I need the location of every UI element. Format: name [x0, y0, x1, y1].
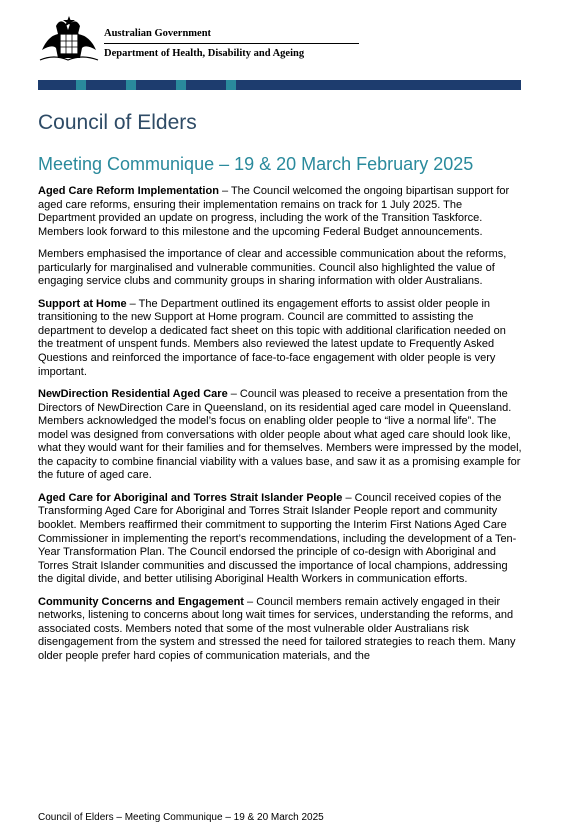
- paragraph-heading: Support at Home: [38, 297, 127, 310]
- page-subtitle: Meeting Communique – 19 & 20 March February 2025: [38, 154, 474, 174]
- header-divider: [104, 43, 359, 44]
- bar-segment: [86, 80, 126, 90]
- department-name: Department of Health, Disability and Ageing: [104, 48, 305, 59]
- coat-of-arms-icon: [38, 14, 100, 62]
- paragraph: [38, 298, 522, 379]
- bar-segment: [76, 80, 86, 90]
- paragraph-text: Members emphasised the importance of clear and accessible communication about the reforms, particularly for marginalised and vulnerable communities. Council also highlighted the value of engaging service clubs and community groups in sharing information with older Australians.: [38, 248, 507, 288]
- paragraph: [38, 248, 522, 289]
- bar-segment: [38, 80, 76, 90]
- paragraph-heading: Aged Care for Aboriginal and Torres Strait Islander People: [38, 491, 343, 504]
- paragraph-heading: NewDirection Residential Aged Care: [38, 388, 228, 401]
- bar-segment: [136, 80, 176, 90]
- page-footer: Council of Elders – Meeting Communique – 19 & 20 March 2025: [38, 812, 324, 823]
- document-body: [38, 185, 522, 673]
- paragraph-text: – Council members remain actively engaged in their networks, listening to concerns about long wait times for services, understanding the reforms, and associated costs. Members noted that some of the most vulnerable older Australians risk disengagement from the system and stressed the need for tailored strategies to reach them. Many older people prefer hard copies of communication materials, and the: [38, 595, 516, 662]
- paragraph-text: – The Council welcomed the ongoing bipartisan support for aged care reforms, ensuring their implementation remains on track for 1 July 2025. The Department provided an update on progress, including the work of the Transition Taskforce. Members look forward to this milestone and the upcoming Federal Budget announcements.: [38, 185, 510, 238]
- header-color-bar: [38, 80, 521, 90]
- paragraph-heading: Community Concerns and Engagement: [38, 595, 244, 608]
- paragraph: [38, 596, 522, 664]
- page-title: Council of Elders: [38, 111, 197, 134]
- government-name: Australian Government: [104, 28, 212, 39]
- bar-segment: [186, 80, 226, 90]
- bar-segment: [236, 80, 521, 90]
- paragraph-text: – Council received copies of the Transforming Aged Care for Aboriginal and Torres Strait Islander People report and community booklet. Members reaffirmed their commitment to supporting the Interim First Nations Aged Care Commissioner in implementing the report’s recommendations, including the development of a Ten-Year Transformation Plan. The Council endorsed the principle of co-design with Aboriginal and Torres Strait Islander communities and discussed the importance of local champions, addressing the digital divide, and better utilising Aboriginal Health Workers in communication efforts.: [38, 491, 517, 586]
- bar-segment: [176, 80, 186, 90]
- bar-segment: [126, 80, 136, 90]
- paragraph: [38, 185, 522, 239]
- paragraph-text: – Council was pleased to receive a presentation from the Directors of NewDirection Care in Queensland, on its residential aged care model in Queensland. Members acknowledged the model’s focus on enabling older people to “live a normal life”. The model was designed from conversations with older people about what aged care should look like, what they would want for their families and for themselves. Members were impressed by the model, the capacity to combine financial viability with a values base, and saw it as a promising example for the future of aged care.: [38, 388, 522, 482]
- paragraph-text: – The Department outlined its engagement efforts to assist older people in transitioning to the new Support at Home program. Council are committed to assisting the department to develop a dedicated fact sheet on this topic with additional clarification needed on the treatment of unspent funds. Members also reviewed the latest update to Frequently Asked Questions and reinforced the importance of face-to-face engagement with older people is very important.: [38, 297, 506, 378]
- paragraph: [38, 492, 522, 587]
- bar-segment: [226, 80, 236, 90]
- paragraph: [38, 388, 522, 483]
- document-header: [38, 14, 518, 66]
- paragraph-heading: Aged Care Reform Implementation: [38, 185, 219, 197]
